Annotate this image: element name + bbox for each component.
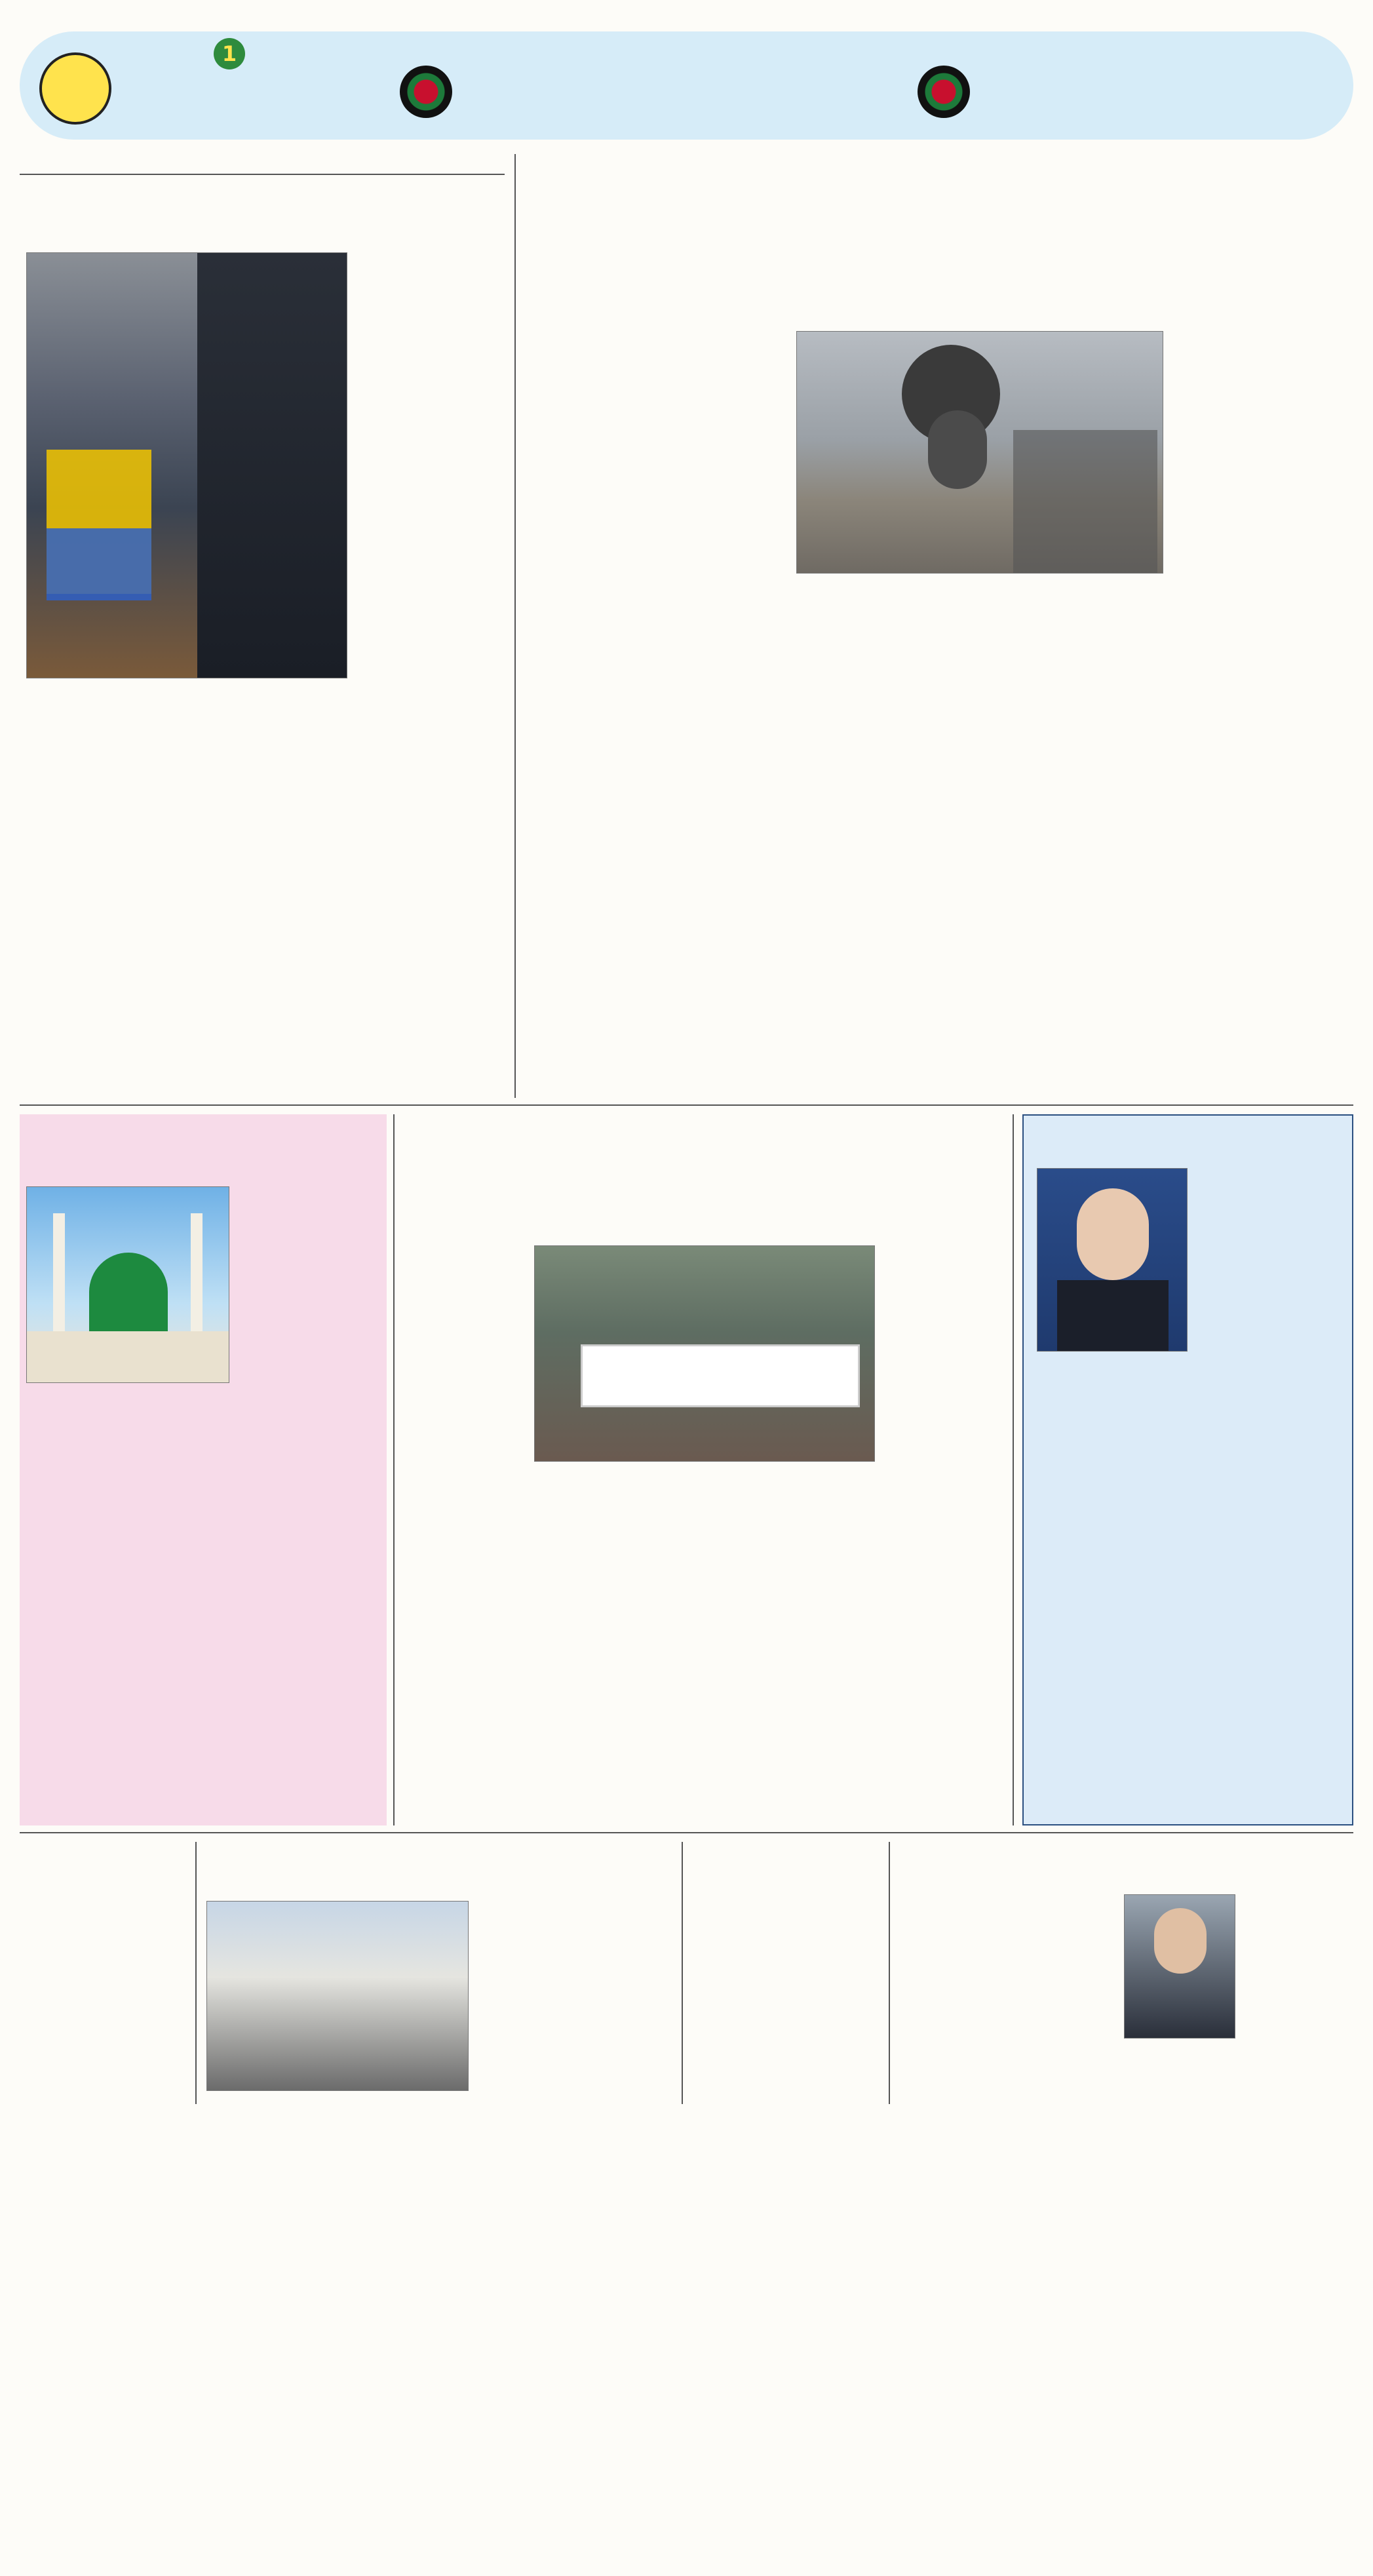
story-gaza [524, 154, 1353, 1101]
story-makkah [20, 1114, 387, 1825]
story-gaza-col4 [531, 331, 790, 1085]
story-quran [403, 1114, 1006, 1825]
story-quran-subheadline [403, 1127, 1006, 1134]
story-makkah-photo [26, 1186, 229, 1383]
story-japan-col2 [265, 688, 498, 1088]
emblem-right-icon [918, 66, 970, 118]
story-pope [687, 1842, 883, 2104]
story-quran-photo [534, 1245, 875, 1462]
divider-row2-a [393, 1114, 395, 1825]
emblem-left-icon [400, 66, 452, 118]
story-haiti [200, 1842, 678, 2104]
logo-emblem-icon: 1 [214, 38, 245, 69]
story-japan-photo [26, 252, 347, 678]
story-gaza-subheadline [524, 167, 1353, 193]
story-gaza-headline [524, 154, 1353, 167]
story-haiti-headline [200, 1842, 678, 1850]
page-number-badge [39, 52, 111, 125]
story-japan [20, 154, 505, 1101]
story-gaza-col3 [796, 587, 977, 1085]
divider-row3-b [682, 1842, 683, 2104]
story-makkah-headline [20, 1114, 387, 1127]
paper-logo [131, 38, 328, 123]
story-haiti-photo [206, 1901, 469, 2091]
story-biden [1022, 1114, 1353, 1825]
story-russia-ukraine [20, 1842, 190, 2576]
story-russia-ukraine-headline [20, 1842, 190, 1850]
divider-h1 [20, 1104, 1353, 1106]
divider-row3-c [889, 1842, 890, 2104]
story-japan-col3 [26, 688, 256, 1088]
story-nato-photo [1124, 1894, 1235, 2039]
story-quran-col2 [652, 1472, 875, 1816]
divider-row2-b [1013, 1114, 1014, 1825]
story-quran-col3 [410, 1245, 528, 1816]
story-japan-subheadline [20, 161, 505, 175]
story-gaza-col2 [983, 587, 1163, 1085]
story-nato [895, 1842, 1353, 2104]
story-japan-headline [20, 154, 505, 161]
story-biden-photo [1037, 1168, 1188, 1352]
divider-row3-a [195, 1842, 197, 2104]
story-pope-headline [687, 1842, 883, 1850]
story-biden-headline [1024, 1116, 1352, 1129]
divider-h2 [20, 1832, 1353, 1833]
story-nato-headline [895, 1842, 1353, 1850]
divider-row1 [514, 154, 516, 1098]
story-gaza-photo [796, 331, 1163, 574]
story-quran-headline [403, 1114, 1006, 1127]
